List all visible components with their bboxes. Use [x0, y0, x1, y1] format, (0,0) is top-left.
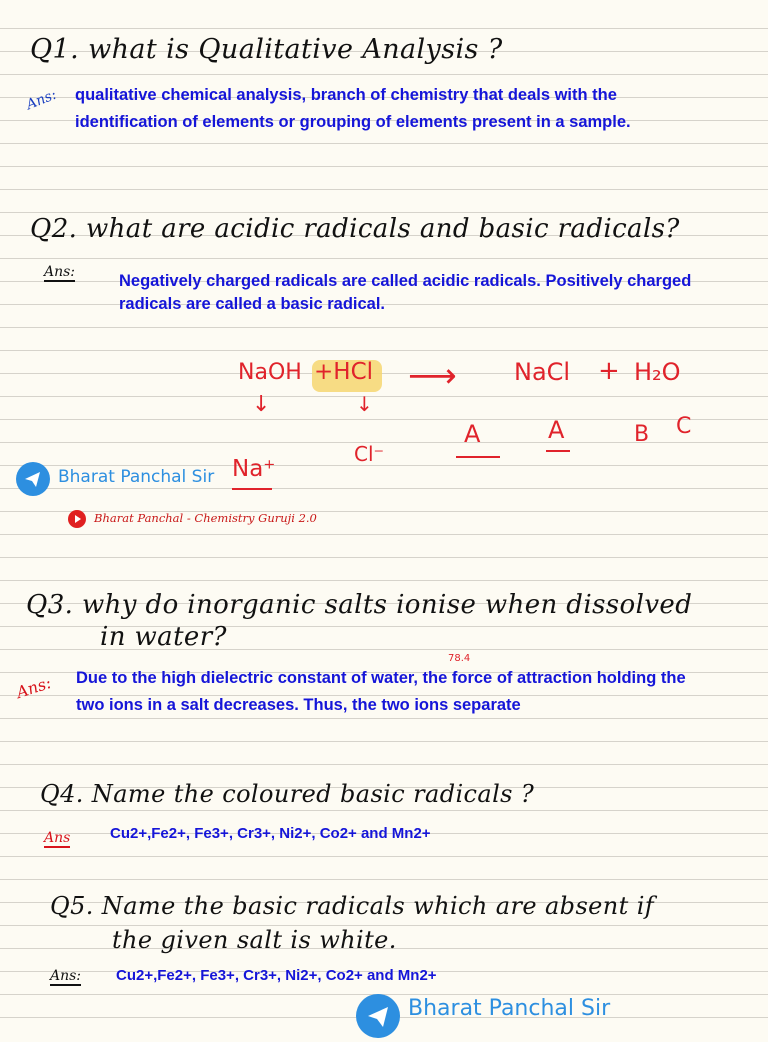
- q2-answer: Negatively charged radicals are called acidic radicals. Positively charged radicals are called a basic radical.: [119, 272, 692, 313]
- q5-question-line2: the given salt is white.: [112, 926, 397, 954]
- q4-question: Q4. Name the coloured basic radicals ?: [40, 780, 535, 808]
- q5-question-line1: Q5. Name the basic radicals which are absent if: [50, 892, 655, 920]
- product-plus: +: [598, 356, 620, 386]
- q4-answer-tag: Ans: [44, 830, 71, 846]
- youtube-icon: [68, 510, 86, 528]
- q3-question-line2: in water?: [100, 622, 227, 652]
- q3-note: 78.4: [448, 653, 471, 664]
- reactant-hcl: +HCl: [314, 359, 374, 385]
- ion-cl: Cl⁻: [354, 442, 385, 466]
- reactant-naoh: NaOH: [238, 360, 302, 385]
- q1-question: Q1. what is Qualitative Analysis ?: [30, 34, 503, 65]
- q2-answer-tag: Ans:: [44, 264, 76, 280]
- label-a-2: A: [548, 416, 565, 444]
- q4-answer: Cu2+,Fe2+, Fe3+, Cr3+, Ni2+, Co2+ and Mn2+: [110, 825, 431, 842]
- underline-ion-na: [232, 488, 272, 490]
- q2-question: Q2. what are acidic radicals and basic radicals?: [30, 214, 680, 244]
- q1-answer: qualitative chemical analysis, branch of chemistry that deals with the identification of elements or grouping of elements present in a sample.: [75, 86, 631, 131]
- product-nacl: NaCl: [514, 358, 571, 386]
- telegram-brand-name-bottom: Bharat Panchal Sir: [408, 996, 611, 1021]
- underline-a-1: [456, 456, 500, 458]
- telegram-icon-bottom: [356, 994, 400, 1038]
- q3-answer: Due to the high dielectric constant of water, the force of attraction holding the two ions in a salt decreases. Thus, the two ions separate: [76, 669, 686, 714]
- ion-na: Na⁺: [232, 456, 276, 482]
- reaction-arrow: ⟶: [408, 356, 457, 396]
- q3-question-line1: Q3. why do inorganic salts ionise when dissolved: [26, 590, 693, 620]
- down-arrow-hcl: ↓: [356, 392, 373, 416]
- label-a-1: A: [464, 420, 481, 448]
- label-b: B: [634, 422, 650, 447]
- underline-a-2: [546, 450, 570, 452]
- telegram-brand-name: Bharat Panchal Sir: [58, 467, 215, 487]
- youtube-brand-name: Bharat Panchal - Chemistry Guruji 2.0: [94, 511, 317, 525]
- telegram-icon: [16, 462, 50, 496]
- label-c: C: [676, 414, 692, 439]
- product-water: H₂O: [634, 358, 681, 386]
- q1-answer-tag: Ans:: [24, 86, 59, 114]
- q3-answer-tag: Ans:: [13, 672, 54, 703]
- down-arrow-naoh: ↓: [252, 392, 271, 417]
- q5-answer: Cu2+,Fe2+, Fe3+, Cr3+, Ni2+, Co2+ and Mn2+: [116, 967, 437, 984]
- q5-answer-tag: Ans:: [50, 968, 82, 984]
